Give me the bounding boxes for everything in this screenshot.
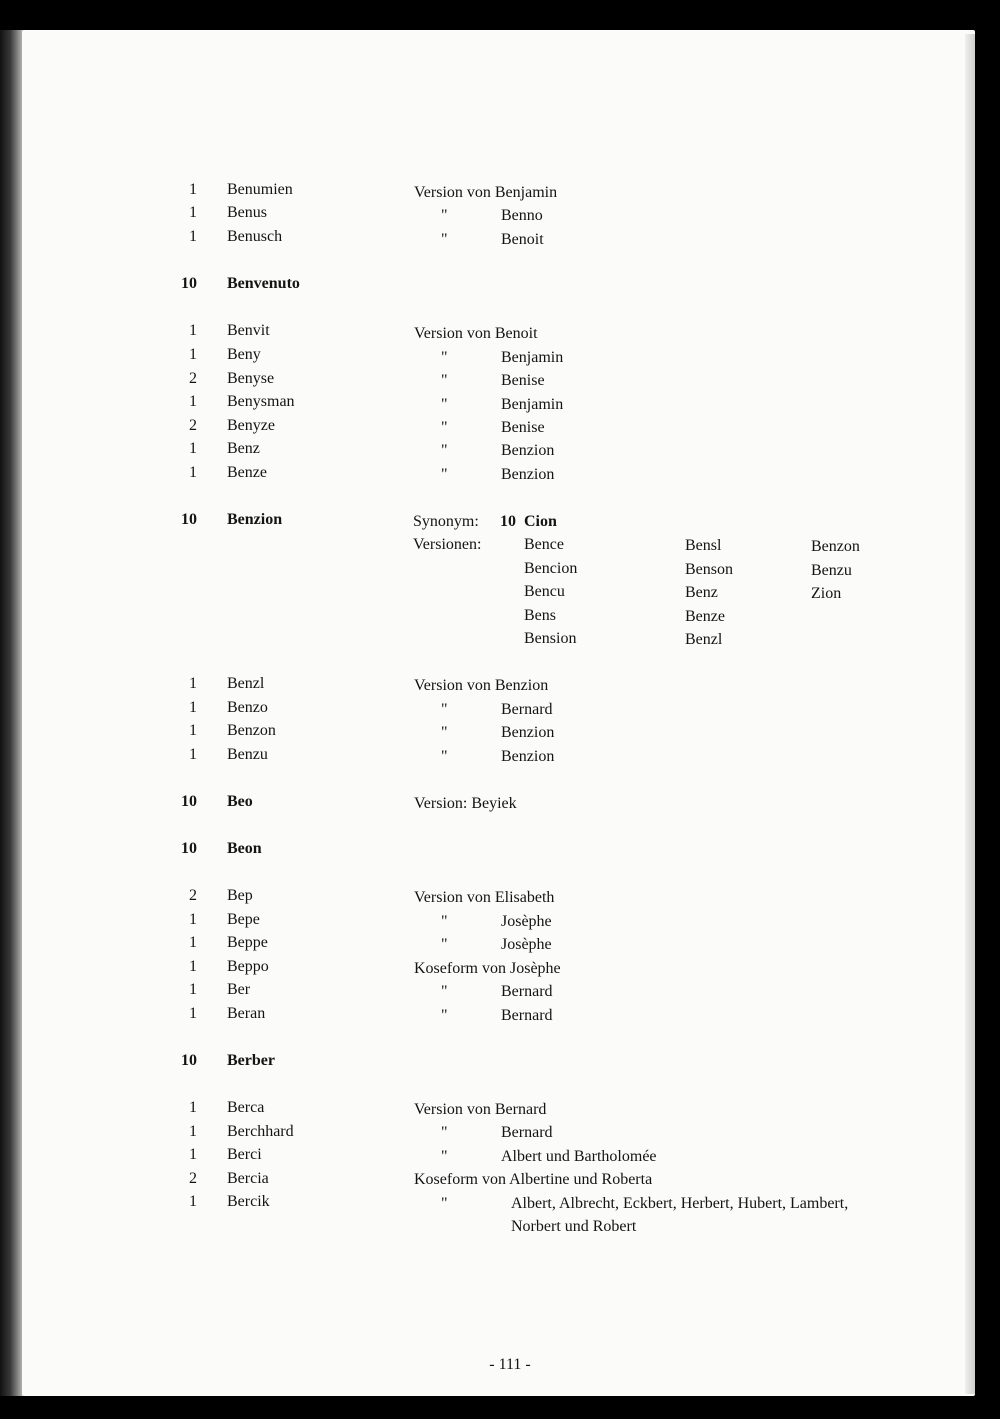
synonym-label: Synonym: (413, 513, 479, 530)
version-item: Bensl (685, 537, 722, 554)
entry-reference: Josèphe (501, 936, 552, 953)
entry-reference: Bernard (501, 1007, 553, 1024)
entry-name: Benzl (227, 675, 265, 692)
synonym-name: Cion (524, 513, 557, 530)
entry-count: 1 (189, 346, 197, 363)
ditto-mark: " (441, 349, 448, 366)
ditto-mark: " (441, 748, 448, 765)
entry-name-main: Beo (227, 793, 253, 810)
entry-name: Benzo (227, 699, 268, 716)
entry-count: 10 (181, 840, 197, 857)
version-item: Benson (685, 561, 733, 578)
entry-count: 2 (189, 887, 197, 904)
entry-count: 1 (189, 1146, 197, 1163)
entry-count: 1 (189, 934, 197, 951)
entry-count: 1 (189, 1005, 197, 1022)
ditto-mark: " (441, 466, 448, 483)
entry-name: Benzu (227, 746, 268, 763)
entry-count: 2 (189, 1170, 197, 1187)
entry-count: 1 (189, 1123, 197, 1140)
entry-name: Benyze (227, 417, 275, 434)
entry-description: Koseform von Albertine und Roberta (414, 1171, 653, 1188)
entry-count: 1 (189, 981, 197, 998)
entry-name: Benzon (227, 722, 276, 739)
entry-reference: Benzion (501, 466, 555, 483)
entry-reference: Albert und Bartholomée (501, 1148, 657, 1165)
ditto-mark: " (441, 419, 448, 436)
entry-reference: Josèphe (501, 913, 552, 930)
ditto-mark: " (441, 1124, 448, 1141)
entry-count: 1 (189, 181, 197, 198)
entry-name: Benysman (227, 393, 295, 410)
ditto-mark: " (441, 1195, 448, 1212)
ditto-mark: " (441, 701, 448, 718)
entry-count: 1 (189, 722, 197, 739)
version-item: Zion (811, 585, 842, 602)
entry-count: 1 (189, 699, 197, 716)
version-item: Bence (524, 536, 564, 553)
version-item: Benzon (811, 538, 860, 555)
entry-reference: Albert, Albrecht, Eckbert, Herbert, Hubert, Lambert, (511, 1195, 849, 1212)
entry-count: 10 (181, 275, 197, 292)
entry-description: Koseform von Josèphe (414, 960, 561, 977)
entry-name: Ber (227, 981, 251, 998)
entry-name-main: Berber (227, 1052, 275, 1069)
entry-count: 10 (181, 1052, 197, 1069)
entry-reference: Benzion (501, 442, 555, 459)
entry-count: 1 (189, 322, 197, 339)
entry-count: 1 (189, 464, 197, 481)
entry-reference: Benjamin (501, 396, 564, 413)
entry-name: Beny (227, 346, 261, 363)
entry-count: 1 (189, 440, 197, 457)
entry-count: 1 (189, 1193, 197, 1210)
entry-name: Bercia (227, 1170, 269, 1187)
entry-name: Beran (227, 1005, 266, 1022)
entry-name: Benusch (227, 228, 283, 245)
ditto-mark: " (441, 936, 448, 953)
entry-description: Version von Benzion (414, 677, 549, 694)
entry-name-main: Beon (227, 840, 262, 857)
ditto-mark: " (441, 913, 448, 930)
entry-description: Version: Beyiek (414, 795, 517, 812)
page-number: - 111 - (489, 1356, 531, 1373)
ditto-mark: " (441, 396, 448, 413)
entry-count: 1 (189, 393, 197, 410)
version-item: Bencion (524, 560, 578, 577)
entry-count: 10 (181, 511, 197, 528)
ditto-mark: " (441, 724, 448, 741)
entry-name: Benus (227, 204, 267, 221)
entry-name: Berca (227, 1099, 265, 1116)
version-item: Bension (524, 630, 577, 647)
entry-name: Benumien (227, 181, 293, 198)
entry-name: Benze (227, 464, 267, 481)
entry-count: 1 (189, 958, 197, 975)
entry-reference: Benzion (501, 748, 555, 765)
entry-name-main: Benzion (227, 511, 283, 528)
ditto-mark: " (441, 207, 448, 224)
entry-description: Version von Benjamin (414, 184, 558, 201)
entry-name: Benyse (227, 370, 275, 387)
entry-name: Benz (227, 440, 260, 457)
version-item: Bens (524, 607, 556, 624)
entry-description: Version von Bernard (414, 1101, 547, 1118)
ditto-mark: " (441, 442, 448, 459)
entry-description: Version von Benoit (414, 325, 538, 342)
entry-count: 1 (189, 675, 197, 692)
entry-reference: Benise (501, 419, 545, 436)
version-item: Benzu (811, 562, 852, 579)
entry-reference: Benise (501, 372, 545, 389)
entry-count: 1 (189, 746, 197, 763)
version-item: Bencu (524, 583, 565, 600)
ditto-mark: " (441, 372, 448, 389)
synonym-count: 10 (500, 513, 516, 530)
entry-reference: Bernard (501, 983, 553, 1000)
entry-count: 1 (189, 228, 197, 245)
version-item: Benz (685, 584, 718, 601)
entry-name: Berci (227, 1146, 262, 1163)
entry-name-main: Benvenuto (227, 275, 300, 292)
versions-label: Versionen: (413, 536, 482, 553)
entry-name: Bepe (227, 911, 260, 928)
ditto-mark: " (441, 1007, 448, 1024)
entry-name: Bep (227, 887, 253, 904)
entry-reference: Benno (501, 207, 543, 224)
entry-count: 10 (181, 793, 197, 810)
ditto-mark: " (441, 1148, 448, 1165)
entry-name: Benvit (227, 322, 270, 339)
entry-reference: Bernard (501, 1124, 553, 1141)
entry-reference: Benoit (501, 231, 544, 248)
entry-description: Version von Elisabeth (414, 889, 555, 906)
entry-count: 2 (189, 417, 197, 434)
entry-count: 1 (189, 1099, 197, 1116)
version-item: Benze (685, 608, 725, 625)
entry-count: 1 (189, 204, 197, 221)
entry-reference: Bernard (501, 701, 553, 718)
entry-reference-continuation: Norbert und Robert (511, 1218, 637, 1235)
entry-name: Berchhard (227, 1123, 294, 1140)
entry-name: Beppe (227, 934, 268, 951)
page-edge-right (965, 34, 975, 1394)
ditto-mark: " (441, 231, 448, 248)
entry-reference: Benjamin (501, 349, 564, 366)
entry-name: Bercik (227, 1193, 270, 1210)
entry-count: 1 (189, 911, 197, 928)
version-item: Benzl (685, 631, 723, 648)
entry-name: Beppo (227, 958, 269, 975)
ditto-mark: " (441, 983, 448, 1000)
entry-reference: Benzion (501, 724, 555, 741)
entry-count: 2 (189, 370, 197, 387)
